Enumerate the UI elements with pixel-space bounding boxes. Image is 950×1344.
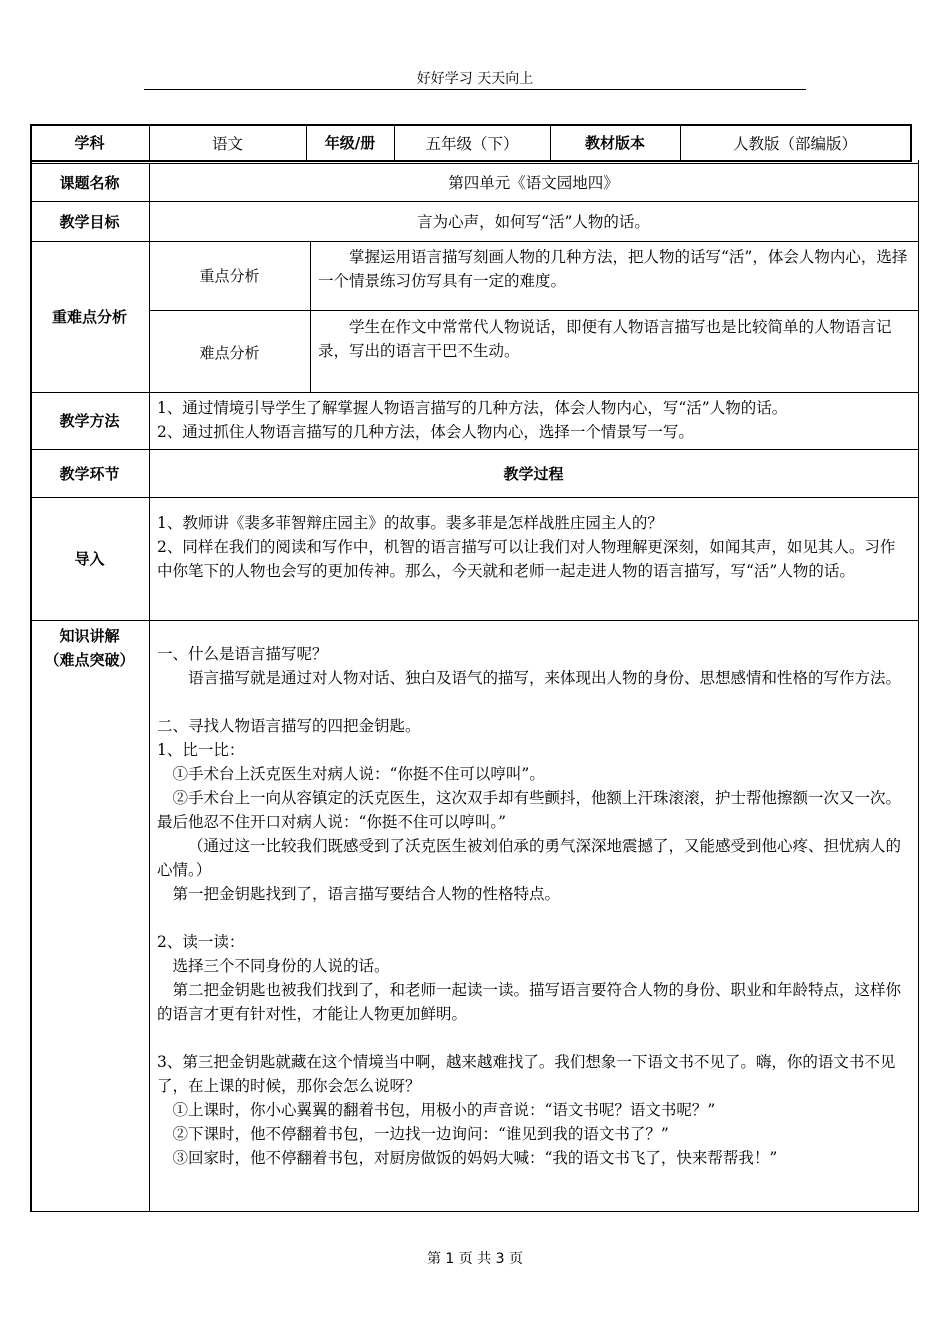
difficulty-text [310, 313, 918, 392]
intro-line-2: 2、同样在我们的阅读和写作中，机智的语言描写可以让我们对人物理解更深刻，如闻其声，如见其人。习作中你笔下的人物也会写的更加传神。那么，今天就和老师一起走进人物的语言描写，写“活”人物的话。 [157, 538, 896, 580]
spacer [157, 690, 910, 714]
knowledge-label-line-1: 知识讲解 [59, 627, 120, 645]
table-bottom-border [30, 1211, 918, 1212]
paragraph: ②手术台上一向从容镇定的沃克医生，这次双手却有些颤抖，他额上汗珠滚滚，护士帮他擦额一次又一次。最后他忍不住开口对病人说：“你挺不住可以哼叫。” [157, 789, 902, 831]
paragraph: ②下课时，他不停翻着书包，一边找一边询问：“谁见到我的语文书了？” [172, 1125, 669, 1143]
grade-value: 五年级（下） [425, 134, 519, 153]
method-line-1: 1、通过情境引导学生了解掌握人物语言描写的几种方法，体会人物内心，写“活”人物的话。 [157, 399, 788, 417]
paragraph: 第二把金钥匙也被我们找到了，和老师一起读一读。描写语言要符合人物的身份、职业和年龄特点，这样你的语言才更有针对性，才能让人物更加鲜明。 [157, 981, 902, 1023]
paragraph: ①手术台上沃克医生对病人说：“你挺不住可以哼叫”。 [172, 765, 545, 783]
key-point-label: 重点分析 [199, 267, 260, 285]
subject-label: 学科 [74, 134, 105, 152]
page-header: 好好学习 天天向上 [416, 71, 534, 87]
paragraph: 语言描写就是通过对人物对话、独白及语气的描写，来体现出人物的身份、思想感情和性格的写作方法。 [188, 669, 902, 687]
key-point-paragraph: 掌握运用语言描写刻画人物的几种方法，把人物的话写“活”，体会人物内心，选择一个情景练习仿写具有一定的难度。 [318, 248, 908, 290]
paragraph: 选择三个不同身份的人说的话。 [172, 957, 390, 975]
process-header: 教学过程 [503, 464, 564, 483]
goal-label: 教学目标 [59, 212, 120, 231]
paragraph: 2、读一读： [157, 933, 245, 951]
paragraph: 一、什么是语言描写呢？ [157, 645, 328, 663]
spacer [157, 1026, 910, 1050]
paragraph: 1、比一比： [157, 741, 245, 759]
paragraph: ③回家时，他不停翻着书包，对厨房做饭的妈妈大喊：“我的语文书飞了，快来帮帮我！” [172, 1149, 778, 1167]
difficulty-label: 难点分析 [199, 343, 260, 362]
analysis-label: 重难点分析 [51, 308, 127, 326]
topic-value: 第四单元《语文园地四》 [448, 174, 619, 192]
row-line [30, 392, 918, 393]
subject-value: 语文 [211, 134, 243, 153]
key-point-text [310, 243, 918, 310]
topic-label: 课题名称 [59, 173, 120, 192]
intro-label: 导入 [74, 550, 105, 568]
process-step-label: 教学环节 [59, 464, 120, 483]
paragraph: ①上课时，你小心翼翼的翻着书包，用极小的声音说：“语文书呢？语文书呢？” [172, 1101, 716, 1119]
page-footer: 第 1 页 共 3 页 [426, 1251, 524, 1267]
paragraph: 3、第三把金钥匙就藏在这个情境当中啊，越来越难找了。我们想象一下语文书不见了。嗨，你的语文书不见了，在上课的时候，那你会怎么说呀？ [157, 1053, 896, 1095]
intro-line-1: 1、教师讲《裴多菲智辩庄园主》的故事。裴多菲是怎样战胜庄园主人的？ [157, 514, 663, 532]
method-text [149, 394, 918, 449]
row-line [30, 620, 918, 621]
knowledge-text [149, 640, 918, 1210]
table-right-border [918, 160, 919, 1212]
spacer [157, 906, 910, 930]
difficulty-paragraph: 学生在作文中常常代人物说话，即便有人物语言描写也是比较简单的人物语言记录，写出的语言干巴不生动。 [318, 318, 892, 360]
edition-label: 教材版本 [584, 134, 645, 152]
knowledge-label-line-2: （难点突破） [44, 651, 135, 669]
intro-text [149, 509, 918, 620]
method-label: 教学方法 [59, 412, 120, 430]
knowledge-label [30, 624, 149, 674]
row1-right-border [910, 124, 912, 162]
row-line [30, 497, 918, 498]
method-line-2: 2、通过抓住人物语言描写的几种方法，体会人物内心，选择一个情景写一写。 [157, 423, 694, 441]
paragraph: 二、寻找人物语言描写的四把金钥匙。 [157, 717, 421, 735]
header-rule [144, 89, 806, 90]
edition-value: 人教版（部编版） [732, 134, 857, 153]
goal-value: 言为心声，如何写“活”人物的话。 [417, 213, 650, 231]
paragraph: （通过这一比较我们既感受到了沃克医生被刘伯承的勇气深深地震撼了，又能感受到他心疼、担忧病人的心情。） [157, 837, 902, 879]
paragraph: 第一把金钥匙找到了，语言描写要结合人物的性格特点。 [172, 885, 561, 903]
grade-label: 年级/册 [324, 134, 376, 152]
